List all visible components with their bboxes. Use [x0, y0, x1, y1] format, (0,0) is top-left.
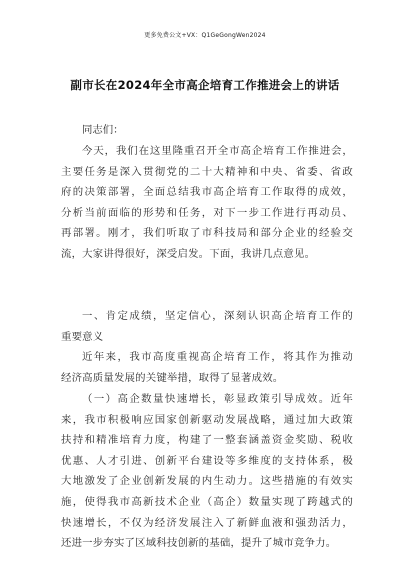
text-line: 来，我市积极响应国家创新驱动发展战略，通过加大政策 [61, 413, 353, 426]
paragraph-achievements [61, 347, 353, 388]
text-line: 再部署。刚才，我们听取了市科技局和部分企业的经验交 [61, 227, 353, 240]
section-heading-1 [61, 306, 353, 347]
text-line: 优惠、人才引进、创新平台建设等多维度的支持体系，极 [61, 454, 353, 467]
text-line: 分析当前面临的形势和任务，对下一步工作进行再动员、 [61, 206, 353, 219]
salutation: 同志们： [82, 124, 124, 136]
document-title: 副市长在2024年全市高企培育工作推进会上的讲话 [70, 78, 340, 92]
text-line: 扶持和精准培育力度，构建了一整套涵盖资金奖励、税收 [61, 434, 353, 447]
text-line: 重要意义 [61, 330, 104, 343]
text-line: （一）高企数量快速增长，彰显政策引导成效。近年 [82, 393, 353, 405]
text-line: 今天，我们在这里隆重召开全市高企培育工作推进会， [82, 145, 353, 157]
text-line: 施，使得我市高新技术企业（高企）数量实现了跨越式的 [61, 495, 353, 508]
text-line: 一、肯定成绩，坚定信心，深刻认识高企培育工作的 [82, 310, 353, 322]
text-line: 近年来，我市高度重视高企培育工作，将其作为推动 [82, 351, 353, 363]
text-line: 府的决策部署，全面总结我市高企培育工作取得的成效， [61, 186, 353, 199]
paragraph-opening [61, 141, 353, 265]
text-line: 大地激发了企业创新发展的内生动力。这些措施的有效实 [61, 475, 353, 488]
header-note: 更多免费公文+VX：Q1GeGongWen2024 [144, 32, 266, 39]
text-line: 还进一步夯实了区域科技创新的基础，提升了城市竞争力。 [61, 537, 337, 550]
text-line: 主要任务是深入贯彻党的二十大精神和中央、省委、省政 [61, 165, 353, 178]
text-line: 快速增长，不仅为经济发展注入了新鲜血液和强劲活力， [61, 516, 353, 529]
subsection-1 [61, 389, 353, 554]
text-line: 流，大家讲得很好，深受启发。下面，我讲几点意见。 [61, 247, 316, 260]
text-line: 经济高质量发展的关键举措，取得了显著成效。 [61, 371, 284, 384]
